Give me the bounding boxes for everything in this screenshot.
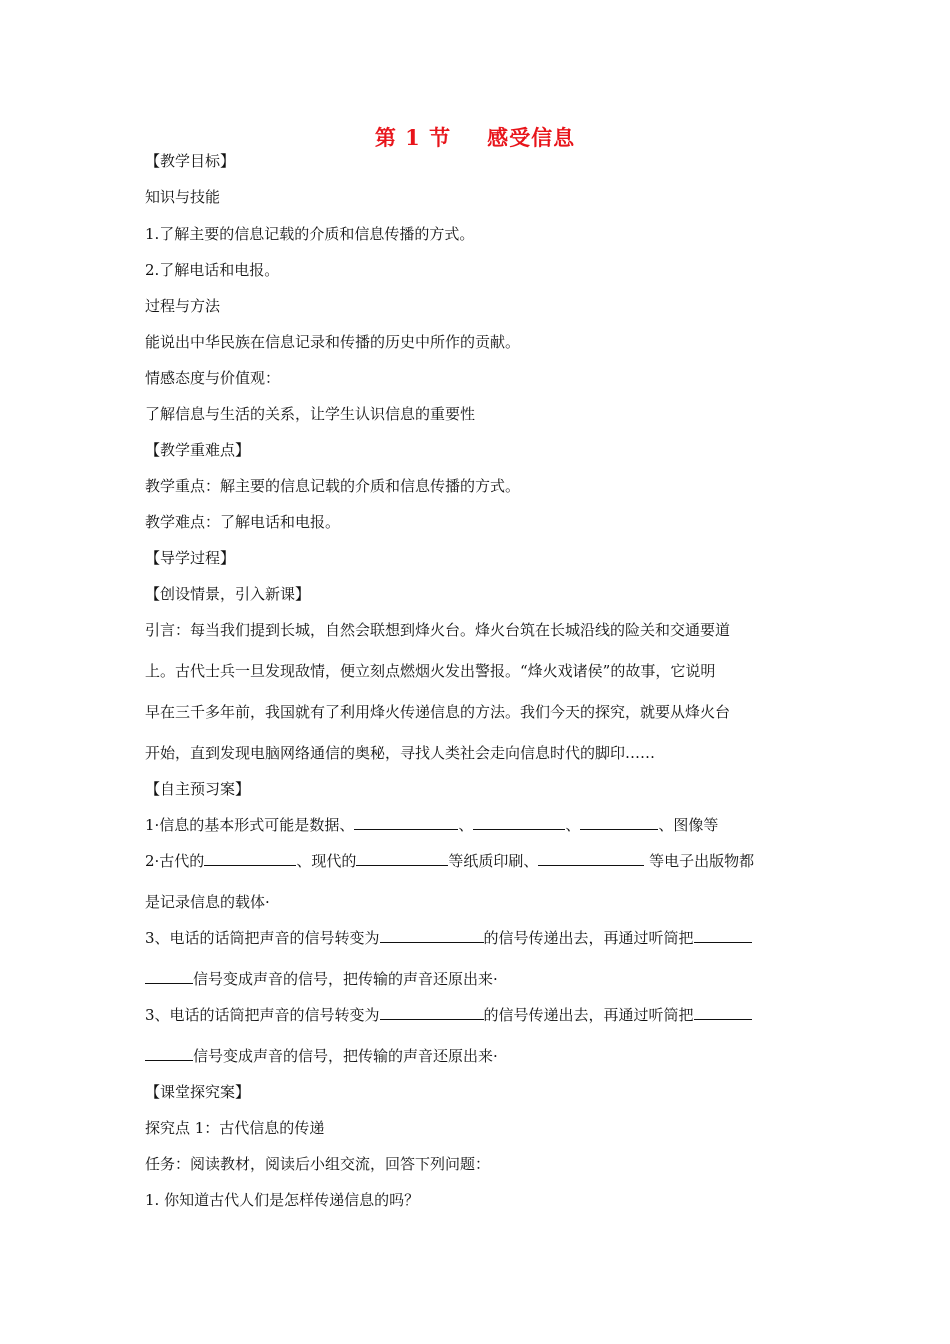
answer-blank[interactable] (204, 851, 296, 866)
emotion-heading: 情感态度与价值观： (145, 369, 281, 387)
answer-blank[interactable] (694, 928, 752, 943)
answer-blank[interactable] (380, 928, 484, 943)
answer-blank[interactable] (356, 851, 448, 866)
guide-header: 【导学过程】 (145, 549, 236, 567)
answer-blank[interactable] (580, 815, 658, 830)
answer-blank[interactable] (694, 1005, 752, 1020)
process-text: 能说出中华民族在信息记录和传播的历史中所作的贡献。 (145, 333, 521, 351)
explore-header: 【课堂探究案】 (145, 1083, 251, 1101)
answer-blank[interactable] (538, 851, 644, 866)
answer-blank[interactable] (145, 969, 193, 984)
answer-blank[interactable] (380, 1005, 484, 1020)
preview-question-2-cont: 是记录信息的载体· (145, 893, 270, 911)
preview-question-1: 1·信息的基本形式可能是数据、 、 、 、图像等 (145, 816, 719, 834)
knowledge-item-2: 2.了解电话和电报。 (145, 261, 280, 279)
section-number: 第 1 节 (374, 125, 452, 150)
preview-header: 【自主预习案】 (145, 780, 251, 798)
knowledge-heading: 知识与技能 (145, 188, 221, 206)
answer-blank[interactable] (145, 1046, 193, 1061)
emotion-text: 了解信息与生活的关系，让学生认识信息的重要性 (145, 405, 476, 423)
intro-header: 【创设情景，引入新课】 (145, 585, 311, 603)
page-title (0, 122, 950, 152)
preview-question-4-cont: 信号变成声音的信号，把传输的声音还原出来· (145, 1046, 498, 1066)
intro-line: 上。古代士兵一旦发现敌情，便立刻点燃烟火发出警报。“烽火戏诸侯”的故事，它说明 (145, 662, 716, 680)
explore-task: 任务：阅读教材，阅读后小组交流，回答下列问题： (145, 1155, 491, 1173)
preview-question-3: 3、电话的话筒把声音的信号转变为 的信号传递出去，再通过听筒把 (145, 928, 752, 948)
preview-question-4: 3、电话的话筒把声音的信号转变为 的信号传递出去，再通过听筒把 (145, 1005, 752, 1025)
intro-line: 早在三千多年前，我国就有了利用烽火传递信息的方法。我们今天的探究，就要从烽火台 (145, 703, 731, 721)
answer-blank[interactable] (473, 815, 565, 830)
intro-line: 引言：每当我们提到长城，自然会联想到烽火台。烽火台筑在长城沿线的险关和交通要道 (145, 621, 731, 639)
intro-line: 开始，直到发现电脑网络通信的奥秘，寻找人类社会走向信息时代的脚印…… (145, 744, 656, 762)
section-name: 感受信息 (487, 125, 576, 150)
preview-question-2: 2·古代的 、现代的 等纸质印刷、 等电子出版物都 (145, 852, 755, 870)
process-heading: 过程与方法 (145, 297, 221, 315)
knowledge-item-1: 1.了解主要的信息记载的介质和信息传播的方式。 (145, 225, 475, 243)
key-focus: 教学重点：解主要的信息记载的介质和信息传播的方式。 (145, 477, 521, 495)
explore-point-1: 探究点 1：古代信息的传递 (145, 1119, 325, 1137)
preview-question-3-cont: 信号变成声音的信号，把传输的声音还原出来· (145, 969, 498, 989)
explore-question-1: 1. 你知道古代人们是怎样传递信息的吗？ (145, 1191, 420, 1209)
answer-blank[interactable] (354, 815, 458, 830)
objectives-header: 【教学目标】 (145, 152, 236, 170)
key-difficulty: 教学难点：了解电话和电报。 (145, 513, 341, 531)
key-points-header: 【教学重难点】 (145, 441, 251, 459)
